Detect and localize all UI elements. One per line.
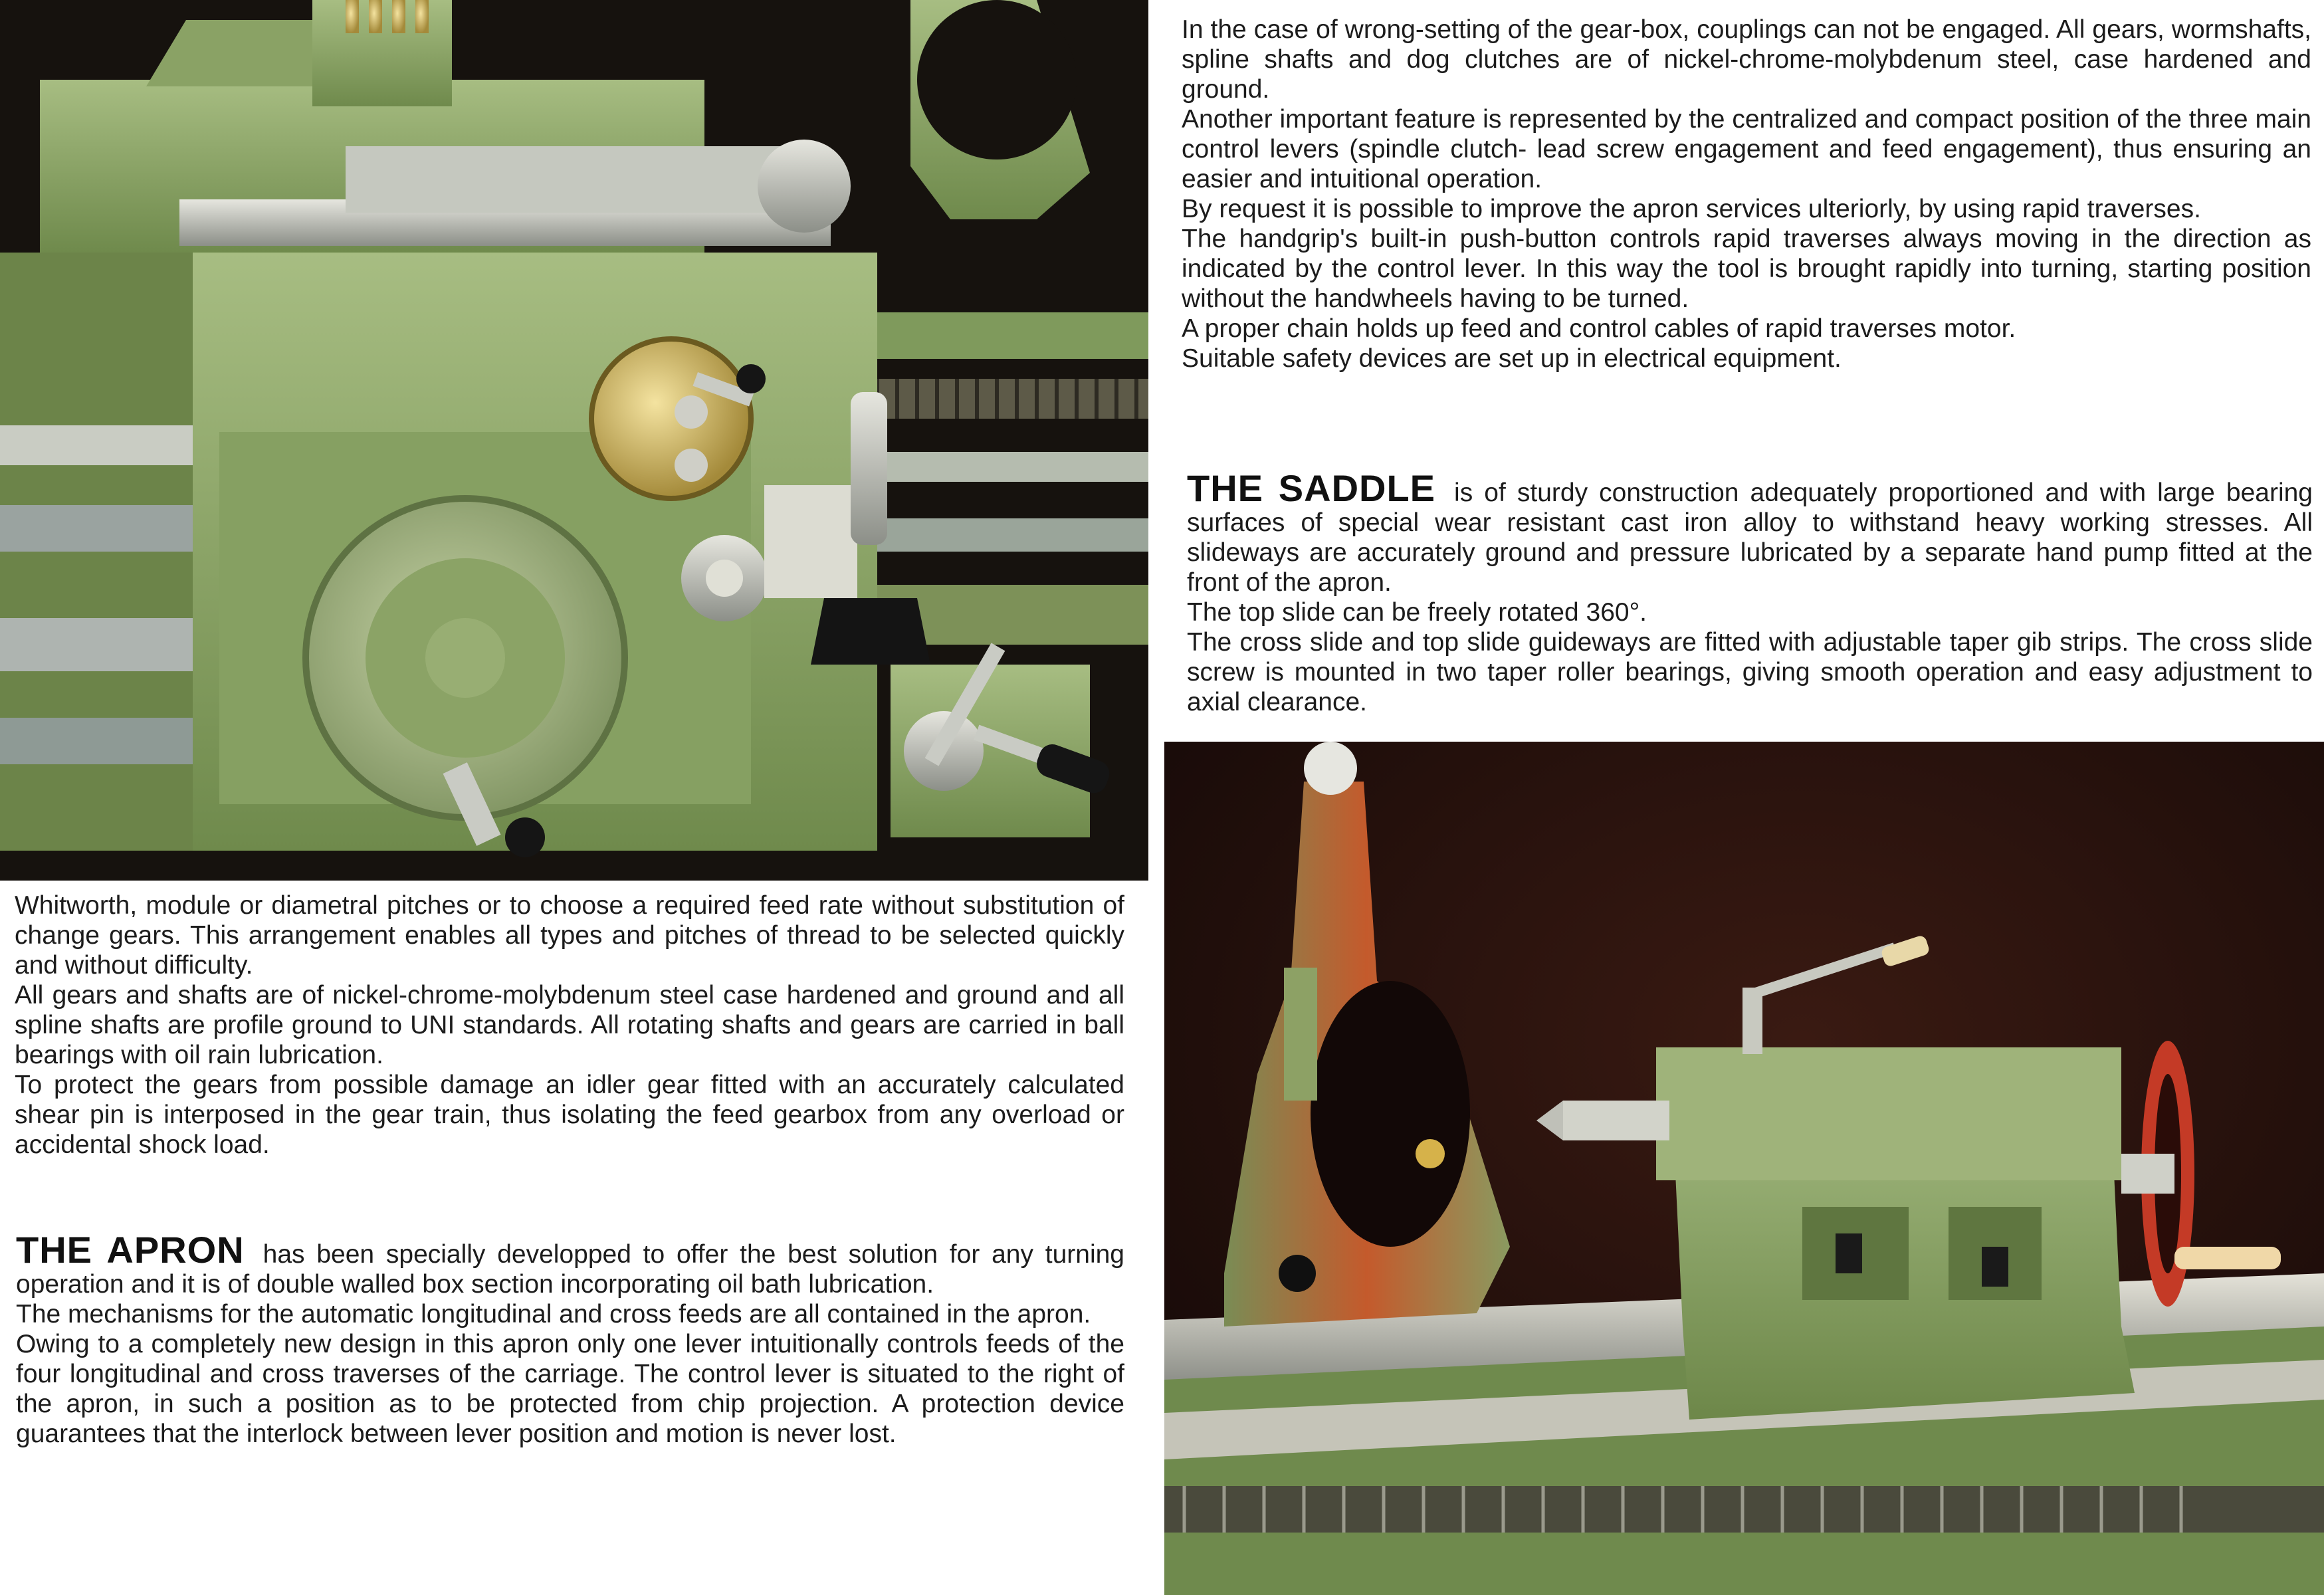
paragraph: The mechanisms for the automatic longitudinal and cross feeds are all contained in the apron. xyxy=(16,1300,1091,1329)
saddle-intro-paragraph xyxy=(1187,467,2313,597)
paragraph: The top slide can be freely rotated 360°. xyxy=(1187,598,1647,627)
paragraph: Another important feature is represented by the centralized and compact position of the three main control levers (spindle clutch- lead screw engagement and feed engagement), thus ensuring an easier and intuitional operation. xyxy=(1182,105,2311,193)
saddle-heading: THE SADDLE xyxy=(1187,467,1436,509)
apron-section xyxy=(16,1229,1125,1449)
paragraph: Whitworth, module or diametral pitches or to choose a required feed rate without substitution of change gears. This arrangement enables all types and pitches of thread to be selected quickly and without difficulty. xyxy=(15,891,1124,980)
apron-intro: has been specially developped to offer the best solution for any turning operation and it is of double walled box section incorporating oil bath lubrication. xyxy=(16,1240,1125,1299)
saddle-intro: is of sturdy construction adequately proportioned and with large bearing surfaces of special wear resistant cast iron alloy to withstand heavy working stresses. All slideways are accurately ground and pressure lubricated by a separate hand pump fitted at the front of the apron. xyxy=(1187,478,2313,597)
paragraph: Owing to a completely new design in this apron only one lever intuitionally controls feeds of the four longitudinal and cross traverses of the carriage. The control lever is situated to the right of the apron, in such a position as to be protected from chip projection. A protection device guarantees that the interlock between lever position and motion is never lost. xyxy=(16,1330,1124,1448)
saddle-section xyxy=(1187,467,2313,717)
apron-photo xyxy=(0,0,1148,881)
feed-gearbox-description xyxy=(15,891,1124,1160)
paragraph: A proper chain holds up feed and control cables of rapid traverses motor. xyxy=(1182,314,2016,343)
tailstock-illustration xyxy=(1164,742,2324,1595)
paragraph: In the case of wrong-setting of the gear-box, couplings can not be engaged. All gears, wormshafts, spline shafts and dog clutches are of nickel-chrome-molybdenum steel, case hardened and ground. xyxy=(1182,15,2311,104)
paragraph: To protect the gears from possible damage an idler gear fitted with an accurately calculated shear pin is interposed in the gear train, thus isolating the feed gearbox from any overload or accidental shock load. xyxy=(15,1071,1124,1159)
paragraph: By request it is possible to improve the apron services ulteriorly, by using rapid traverses. xyxy=(1182,195,2201,223)
tailstock-photo xyxy=(1164,742,2324,1595)
paragraph: The cross slide and top slide guideways are fitted with adjustable taper gib strips. The cross slide screw is mounted in two taper roller bearings, giving smooth operation and easy adjustment to axial clearance. xyxy=(1187,628,2313,716)
paragraph: All gears and shafts are of nickel-chrome-molybdenum steel case hardened and ground and all spline shafts are profile ground to UNI standards. All rotating shafts and gears are carried in ball bearings with oil rain lubrication. xyxy=(15,981,1124,1069)
gearbox-description xyxy=(1182,15,2311,373)
paragraph: The handgrip's built-in push-button controls rapid traverses always moving in the direction as indicated by the control lever. In this way the tool is brought rapidly into turning, starting position without the handwheels having to be turned. xyxy=(1182,225,2311,313)
apron-heading: THE APRON xyxy=(16,1229,245,1271)
apron-intro-paragraph xyxy=(16,1229,1125,1299)
apron-illustration xyxy=(0,0,1148,881)
paragraph: Suitable safety devices are set up in electrical equipment. xyxy=(1182,344,1842,373)
